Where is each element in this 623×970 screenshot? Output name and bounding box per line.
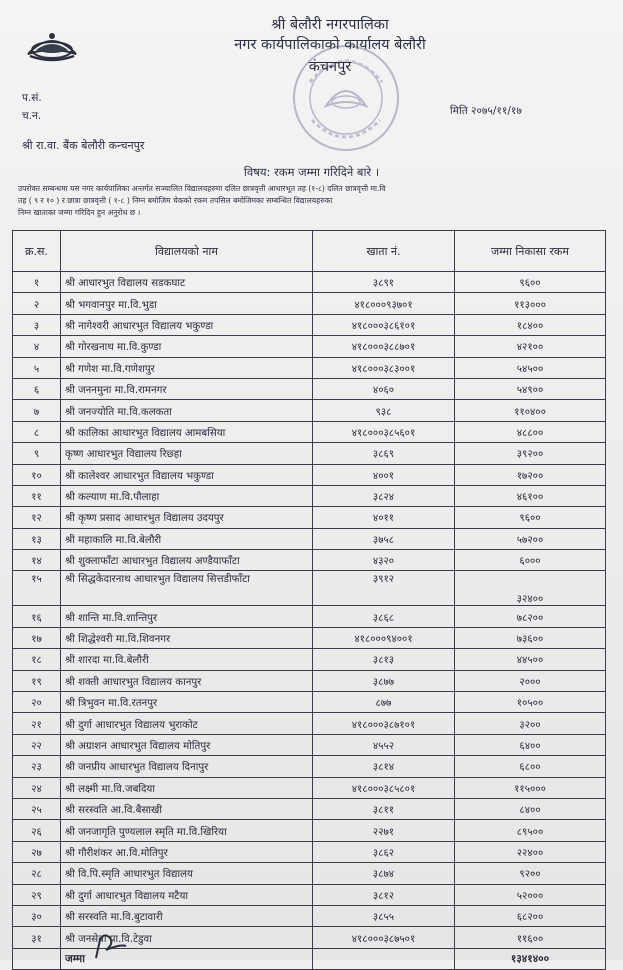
table-row — [13, 571, 606, 606]
table-row — [13, 713, 606, 734]
row-amount: ६८२०० — [455, 905, 606, 926]
row-school-name: श्री त्रिभुवन मा.वि.रतनपुर — [61, 692, 313, 713]
row-serial: १० — [13, 464, 61, 485]
row-account-number: ४३२० — [313, 550, 455, 571]
row-amount: ७८२०० — [455, 606, 606, 627]
row-account-number: ८७७ — [313, 692, 455, 713]
letter-ref-number: प.सं. — [22, 92, 42, 104]
row-serial: ५ — [13, 357, 61, 378]
row-serial: ३१ — [13, 927, 61, 948]
row-serial: २ — [13, 293, 61, 314]
row-serial: २९ — [13, 884, 61, 905]
row-school-name: श्री वि.पि.स्मृति आधारभुत विद्यालय — [61, 863, 313, 884]
table-row — [13, 734, 606, 755]
row-serial: ३ — [13, 314, 61, 335]
header-amount: जम्मा निकासा रकम — [455, 231, 606, 272]
row-serial: २० — [13, 692, 61, 713]
body-line: तह ( ९ र १० ) र छात्रा छात्रवृत्ती ( १-८ ) निम्न बमोजिम चेकको रकम तपसिल बमोजिमका सम्बन्धित विद्यालयहरुका — [18, 196, 333, 205]
table-row — [13, 272, 606, 293]
row-serial: १७ — [13, 627, 61, 648]
table-row — [13, 336, 606, 357]
row-school-name: श्री शक्ती आधारभुत विद्यालय कानपुर — [61, 670, 313, 691]
body-line: उपरोक्त सम्बन्धमा यस नगर कार्यपालिका अन्तर्गत सञ्चालित विद्यालयहरुमा दलित छात्रवृत्ती आधारभूत तह (१-८) दलित छात्रवृत्ती मा.वि — [18, 184, 386, 193]
row-account-number: ४१८०००३८५८०१ — [313, 777, 455, 798]
row-school-name: श्री शान्ति मा.वि.शान्तिपुर — [61, 606, 313, 627]
row-serial: २४ — [13, 777, 61, 798]
row-serial: २१ — [13, 713, 61, 734]
nepal-emblem-icon — [22, 26, 82, 66]
row-amount: ४२१०० — [455, 336, 606, 357]
row-amount: ४८८०० — [455, 421, 606, 442]
row-amount: ७३६०० — [455, 627, 606, 648]
row-account-number: ३८६९ — [313, 443, 455, 464]
row-serial: १३ — [13, 528, 61, 549]
row-serial: २६ — [13, 820, 61, 841]
row-serial: १९ — [13, 670, 61, 691]
row-serial: १६ — [13, 606, 61, 627]
row-amount: ५७२०० — [455, 528, 606, 549]
recipient: श्री रा.वा. बैंक बेलौरी कन्चनपुर — [22, 139, 145, 152]
row-serial: २७ — [13, 841, 61, 862]
row-amount: १०५०० — [455, 692, 606, 713]
table-row — [13, 841, 606, 862]
letter-date: मिति २०७५/११/१७ — [450, 105, 522, 117]
row-account-number: ३९१२ — [313, 571, 455, 606]
row-amount: ९२०० — [455, 863, 606, 884]
row-school-name: श्री लक्ष्मी मा.वि.जबदिया — [61, 777, 313, 798]
row-school-name: श्री जनज्योति मा.वि.कलकता — [61, 400, 313, 421]
table-row — [13, 820, 606, 841]
row-amount: ४४५०० — [455, 649, 606, 670]
table-row — [13, 692, 606, 713]
row-account-number: ४०११ — [313, 507, 455, 528]
office-subtitle: नगर कार्यपालिकाको कार्यालय बेलौरी — [234, 37, 426, 53]
row-amount: ३२०० — [455, 713, 606, 734]
row-serial: १२ — [13, 507, 61, 528]
row-school-name: श्री कालिका आधारभुत विद्यालय आमबसिया — [61, 421, 313, 442]
row-amount: ६४०० — [455, 734, 606, 755]
table-row — [13, 507, 606, 528]
row-account-number: ४१८०००९३७०१ — [313, 293, 455, 314]
row-account-number: ४१८०००९४००१ — [313, 627, 455, 648]
table-row — [13, 421, 606, 442]
dispatch-number: च.न. — [22, 110, 42, 122]
row-school-name: श्री दुर्गा आधारभुत विद्यालय मटैया — [61, 884, 313, 905]
row-school-name: श्री कृष्ण प्रसाद आधारभुत विद्यालय उदयपुर — [61, 507, 313, 528]
row-amount: ६८०० — [455, 756, 606, 777]
row-school-name: श्री शिद्धेश्वरी मा.वि.शिवनगर — [61, 627, 313, 648]
row-school-name: श्री जनसेवा प्रा.वि.टेडुवा — [61, 927, 313, 948]
row-amount: ५४५०० — [455, 357, 606, 378]
row-serial: ११ — [13, 485, 61, 506]
row-school-name: श्री जननमुना मा.वि.रामनगर — [61, 378, 313, 399]
row-amount: २००० — [455, 670, 606, 691]
row-serial: २२ — [13, 734, 61, 755]
row-school-name: श्री सरस्वति आ.वि.बैसाखी — [61, 798, 313, 819]
table-row — [13, 777, 606, 798]
table-row — [13, 464, 606, 485]
row-account-number: ३८२४ — [313, 485, 455, 506]
row-school-name: श्री महाकालि मा.वि.बेलौरी — [61, 528, 313, 549]
row-amount: ४६१०० — [455, 485, 606, 506]
subject-line: विषय: रकम जम्मा गरिदिने बारे । — [243, 165, 380, 179]
total-amount: १३४१४०० — [455, 948, 606, 969]
row-amount: ५४९०० — [455, 378, 606, 399]
row-school-name: श्री शारदा मा.वि.बेलौरी — [61, 649, 313, 670]
row-account-number: ४००१ — [313, 464, 455, 485]
row-school-name: श्री नागेश्वरी आधारभुत विद्यालय भकुण्डा — [61, 314, 313, 335]
row-serial: १४ — [13, 550, 61, 571]
row-school-name: श्री गणेश मा.वि.गणेशपुर — [61, 357, 313, 378]
row-serial: ९ — [13, 443, 61, 464]
row-account-number: ३८१४ — [313, 756, 455, 777]
row-amount: ९६०० — [455, 272, 606, 293]
row-amount: ३२४०० — [455, 571, 606, 606]
table-row — [13, 905, 606, 926]
table-row — [13, 884, 606, 905]
total-blank — [313, 948, 455, 969]
row-school-name: श्री दुर्गा आधारभुत विद्यालय भुराकोट — [61, 713, 313, 734]
row-school-name: श्री आधारभुत विद्यालय सडकघाट — [61, 272, 313, 293]
row-serial: २३ — [13, 756, 61, 777]
table-row — [13, 649, 606, 670]
total-blank — [13, 948, 61, 969]
row-school-name: श्री गोरखनाथ मा.वि.कुण्डा — [61, 336, 313, 357]
row-account-number: ४१८०००३८३००१ — [313, 357, 455, 378]
row-account-number: ४१८०००३८५६०१ — [313, 421, 455, 442]
row-account-number: ४१८०००३८८७०१ — [313, 336, 455, 357]
table-row — [13, 378, 606, 399]
row-account-number: ३८१२ — [313, 884, 455, 905]
row-school-name: श्री कल्याण मा.वि.पौलाहा — [61, 485, 313, 506]
row-amount: ८४०० — [455, 798, 606, 819]
row-serial: ३० — [13, 905, 61, 926]
row-serial: ६ — [13, 378, 61, 399]
table-row — [13, 627, 606, 648]
table-row — [13, 293, 606, 314]
table-row — [13, 485, 606, 506]
row-account-number: ३७५८ — [313, 528, 455, 549]
row-account-number: ४१८०००३८७१०१ — [313, 713, 455, 734]
row-school-name: श्री अग्राशन आधारभुत विद्यालय मोतिपुर — [61, 734, 313, 755]
table-header-row — [13, 231, 606, 272]
row-account-number: २२७१ — [313, 820, 455, 841]
row-amount: ११६०० — [455, 927, 606, 948]
header-school-name: विद्यालयको नाम — [61, 231, 313, 272]
body-paragraph — [18, 183, 588, 219]
table-row — [13, 670, 606, 691]
office-name: श्री बेलौरी नगरपालिका — [271, 17, 389, 33]
row-account-number: ४१८०००३८६१०१ — [313, 314, 455, 335]
row-account-number: ४१८०००३८७५०१ — [313, 927, 455, 948]
row-serial: १५ — [13, 571, 61, 606]
row-serial: १ — [13, 272, 61, 293]
row-serial: १८ — [13, 649, 61, 670]
row-amount: १७२०० — [455, 464, 606, 485]
row-amount: ११३००० — [455, 293, 606, 314]
row-school-name: श्री कालेश्वर आधारभुत विद्यालय भकुण्डा — [61, 464, 313, 485]
row-account-number: ३८६८ — [313, 606, 455, 627]
table-row — [13, 443, 606, 464]
row-account-number: ३८७४ — [313, 863, 455, 884]
table-row — [13, 528, 606, 549]
row-school-name: श्री सिद्धकेदारनाथ आधारभुत विद्यालय सित्तडीफाँटा — [61, 571, 313, 606]
table-row — [13, 400, 606, 421]
header-serial: क्र.स. — [13, 231, 61, 272]
header-account-number: खाता नं. — [313, 231, 455, 272]
row-amount: २२४०० — [455, 841, 606, 862]
signature-mark — [90, 928, 150, 960]
row-serial: ४ — [13, 336, 61, 357]
row-account-number: ९३८ — [313, 400, 455, 421]
row-account-number: ४५५२ — [313, 734, 455, 755]
table-row — [13, 756, 606, 777]
row-school-name: श्री गौरीशंकर आ.वि.मोतिपुर — [61, 841, 313, 862]
row-amount: १८४०० — [455, 314, 606, 335]
row-school-name: कृष्ण आधारभुत विद्यालय रिछ्हा — [61, 443, 313, 464]
row-school-name: श्री शुक्लाफाँटा आधारभुत विद्यालय अण्डैयाफाँटा — [61, 550, 313, 571]
row-serial: ७ — [13, 400, 61, 421]
total-label: जम्मा — [61, 948, 313, 969]
row-account-number: ३८१३ — [313, 649, 455, 670]
body-line: निम्न खाताका जम्मा गरिदिन हुन अनुरोध छ । — [18, 208, 141, 217]
row-school-name: श्री सरस्वति मा.वि.बुटावारी — [61, 905, 313, 926]
row-account-number: ४०६० — [313, 378, 455, 399]
table-row — [13, 798, 606, 819]
table-row — [13, 550, 606, 571]
table-row — [13, 357, 606, 378]
office-location: कंचनपुर — [308, 59, 352, 75]
table-row — [13, 606, 606, 627]
row-serial: २८ — [13, 863, 61, 884]
row-serial: ८ — [13, 421, 61, 442]
row-amount: ६००० — [455, 550, 606, 571]
row-amount: ९६०० — [455, 507, 606, 528]
row-account-number: ३८९१ — [313, 272, 455, 293]
row-amount: ३९२०० — [455, 443, 606, 464]
row-school-name: श्री भगवानपुर मा.वि.भुडा — [61, 293, 313, 314]
row-account-number: ३८६२ — [313, 841, 455, 862]
table-row — [13, 863, 606, 884]
row-school-name: श्री जनप्रीय आधारभुत विद्यालय दिनापुर — [61, 756, 313, 777]
row-account-number: ३८११ — [313, 798, 455, 819]
row-serial: २५ — [13, 798, 61, 819]
row-amount: ११०४०० — [455, 400, 606, 421]
row-amount: ८९५०० — [455, 820, 606, 841]
row-account-number: ३८७७ — [313, 670, 455, 691]
row-amount: ५२००० — [455, 884, 606, 905]
school-fund-table — [12, 230, 606, 970]
table-row — [13, 314, 606, 335]
row-account-number: ३८५५ — [313, 905, 455, 926]
row-amount: ११५००० — [455, 777, 606, 798]
row-school-name: श्री जनजागृति पुण्यलाल स्मृति मा.वि.खिरिया — [61, 820, 313, 841]
